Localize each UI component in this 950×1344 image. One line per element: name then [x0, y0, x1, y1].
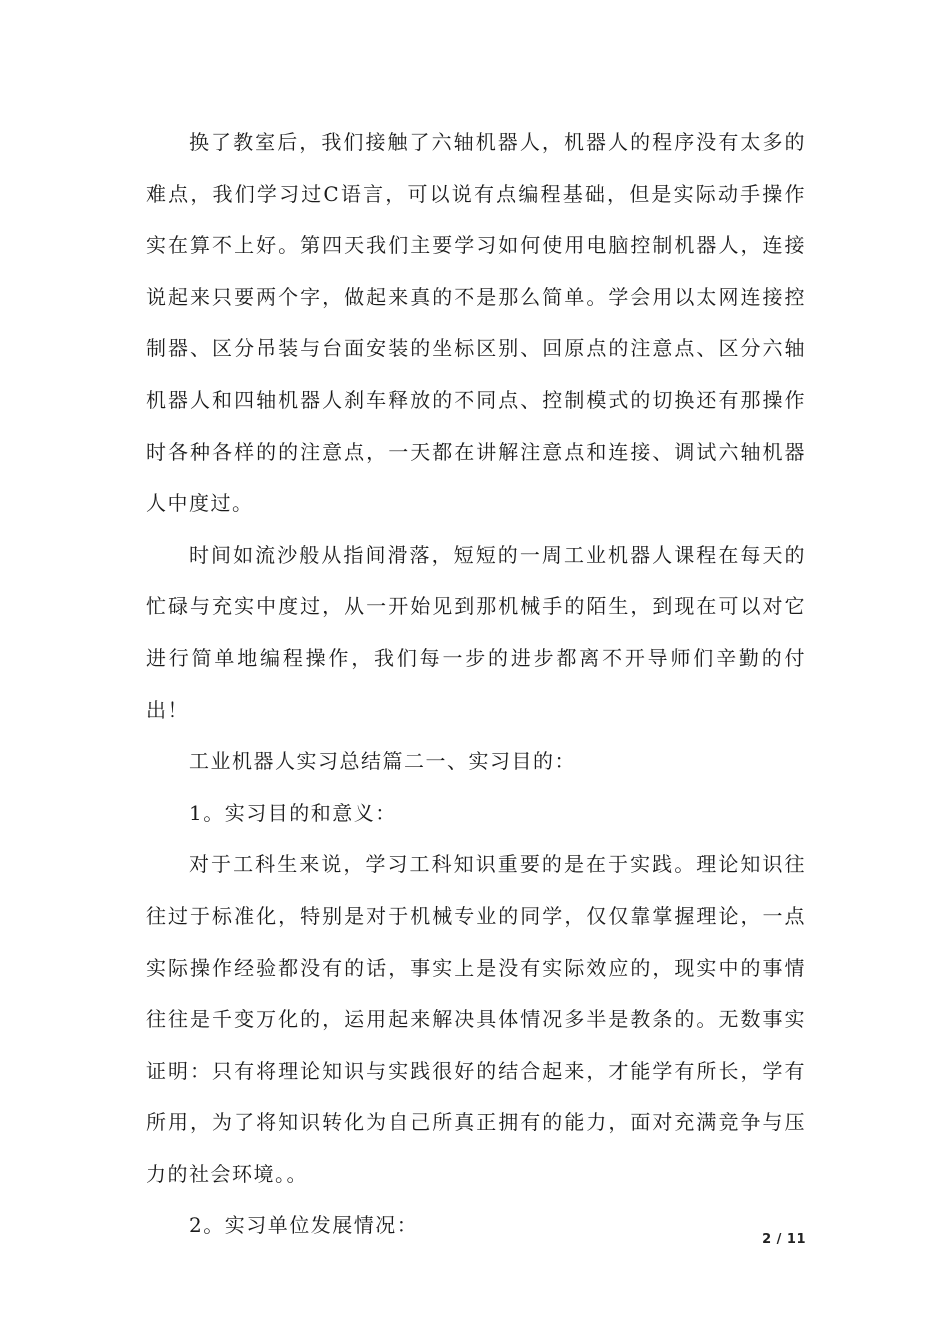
paragraph-theory-practice: 对于工科生来说，学习工科知识重要的是在于实践。理论知识往往过于标准化，特别是对于机械专业的同学，仅仅靠掌握理论，一点实际操作经验都没有的话，事实上是没有实际效应的，现实中的事情往往是千变万化的，运用起来解决具体情况多半是教条的。无数事实证明：只有将理论知识与实践很好的结合起来，才能学有所长，学有所用，为了将知识转化为自己所真正拥有的能力，面对充满竞争与压力的社会环境。。: [146, 852, 806, 1186]
subheading-purpose-meaning: 1。实习目的和意义：: [189, 800, 397, 825]
document-body: [146, 117, 806, 1252]
paragraph-robot-lab: 换了教室后，我们接触了六轴机器人，机器人的程序没有太多的难点，我们学习过C语言，可以说有点编程基础，但是实际动手操作实在算不上好。第四天我们主要学习如何使用电脑控制机器人，连接说起来只要两个字，做起来真的不是那么简单。学会用以太网连接控制器、区分吊装与台面安装的坐标区别、回原点的注意点、区分六轴机器人和四轴机器人刹车释放的不同点、控制模式的切换还有那操作时各种各样的的注意点，一天都在讲解注意点和连接、调试六轴机器人中度过。: [146, 130, 806, 516]
subheading-unit-development: 2。实习单位发展情况：: [189, 1213, 419, 1238]
section-heading-internship-purpose: 工业机器人实习总结篇二一、实习目的：: [189, 749, 576, 774]
paragraph-time-flies: 时间如流沙般从指间滑落，短短的一周工业机器人课程在每天的忙碌与充实中度过，从一开始见到那机械手的陌生，到现在可以对它进行简单地编程操作，我们每一步的进步都离不开导师们辛勤的付出！: [146, 542, 806, 722]
page-number: 2 / 11: [762, 1232, 806, 1247]
